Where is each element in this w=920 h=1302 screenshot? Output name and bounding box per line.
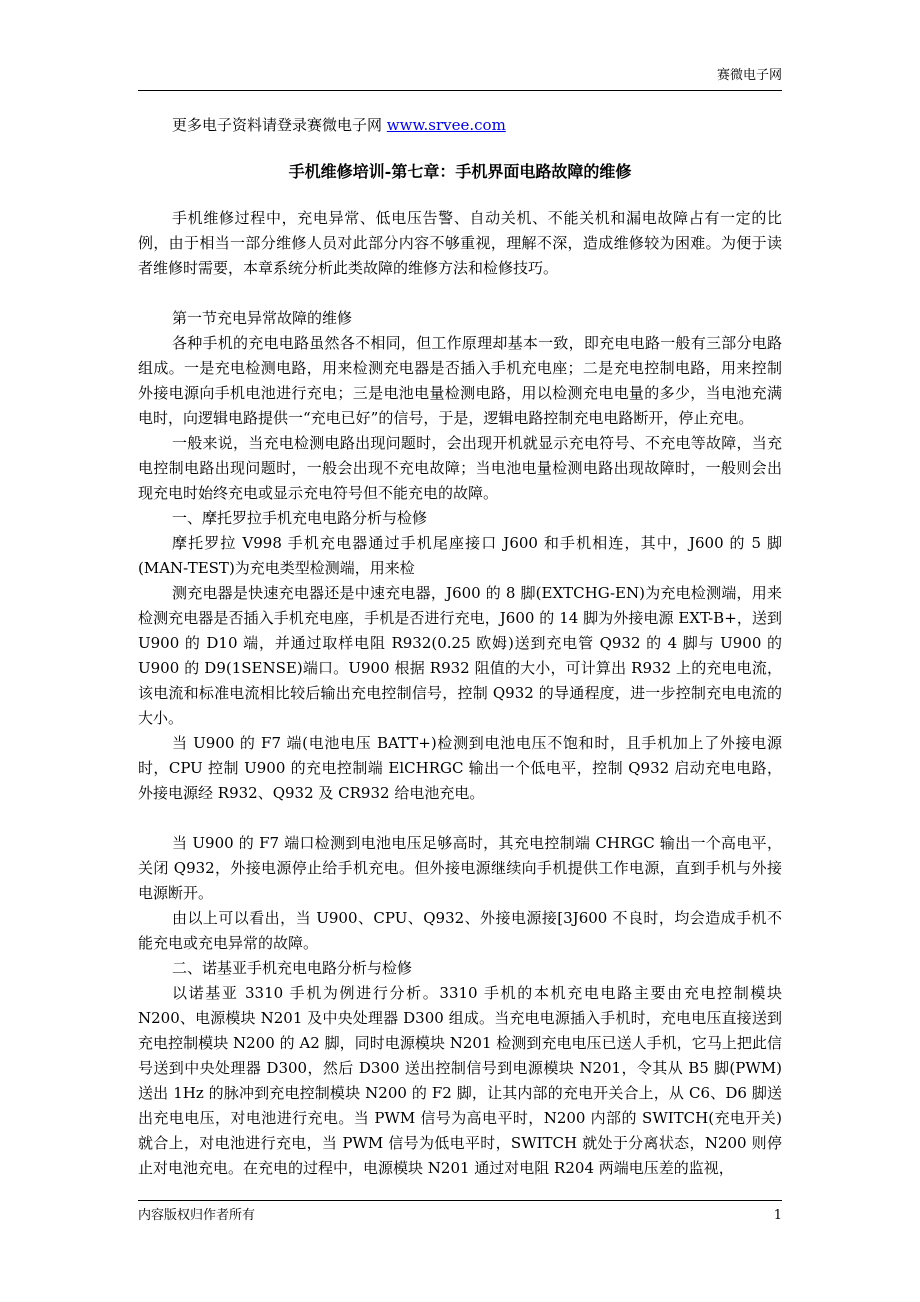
paragraph: 摩托罗拉 V998 手机充电器通过手机尾座接口 J600 和手机相连，其中，J600 的 5 脚(MAN-TEST)为充电类型检测端，用来检 — [138, 534, 782, 577]
paragraph: 各种手机的充电电路虽然各不相同，但工作原理却基本一致，即充电电路一般有三部分电路组成。一是充电检测电路，用来检测充电器是否插入手机充电座；二是充电控制电路，用来控制外接电源向手机电池进行充电；三是电池电量检测电路，用以检测充电电量的多少，当电池充满电时，向逻辑电路提供一“充电已好”的信号，于是，逻辑电路控制充电电路断开，停止充电。 — [138, 334, 782, 427]
paragraph: 手机维修过程中，充电异常、低电压告警、自动关机、不能关机和漏电故障占有一定的比例，由于相当一部分维修人员对此部分内容不够重视，理解不深，造成维修较为困难。为便于读者维修时需要，本章系统分析此类故障的维修方法和检修技巧。 — [138, 209, 782, 277]
paragraph: 当 U900 的 F7 端口检测到电池电压足够高时，其充电控制端 CHRGC 输出一个高电平，关闭 Q932，外接电源停止给手机充电。但外接电源继续向手机提供工作电源，直到手机与外接电源断开。 — [138, 834, 782, 902]
header-site-name: 赛微电子网 — [716, 68, 782, 83]
promo-link[interactable]: www.srvee.com — [386, 116, 506, 134]
footer-divider — [138, 1200, 782, 1201]
paragraph: 一、摩托罗拉手机充电电路分析与检修 — [172, 509, 428, 527]
paragraph: 二、诺基亚手机充电电路分析与检修 — [172, 959, 413, 977]
paragraph: 以诺基亚 3310 手机为例进行分析。3310 手机的本机充电电路主要由充电控制模块 N200、电源模块 N201 及中央处理器 D300 组成。当充电电源插入手机时，充电电压直接送到充电控制模块 N200 的 A2 脚，同时电源模块 N201 检测到充电电压已送人手机，它马上把此信号送到中央处理器 D300，然后 D300 送出控制信号到电源模块 N201，令其从 B5 脚(PWM)送出 1Hz 的脉冲到充电控制模块 N200 的 F2 脚，让其内部的充电开关合上，从 C6、D6 脚送出充电电压，对电池进行充电。当 PWM 信号为高电平时，N200 内部的 SWITCH(充电开关)就合上，对电池进行充电，当 PWM 信号为低电平时，SWITCH 就处于分离状态，N200 则停止对电池充电。在充电的过程中，电源模块 N201 通过对电阻 R204 两端电压差的监视， — [138, 984, 782, 1177]
promo-line — [172, 116, 506, 134]
header-divider — [138, 90, 782, 91]
paragraph: 由以上可以看出，当 U900、CPU、Q932、外接电源接[3J600 不良时，均会造成手机不能充电或充电异常的故障。 — [138, 909, 782, 952]
paragraph: 测充电器是快速充电器还是中速充电器，J600 的 8 脚(EXTCHG-EN)为充电检测端，用来检测充电器是否插入手机充电座，手机是否进行充电，J600 的 14 脚为外接电源 EXT-B+，送到 U900 的 D10 端，并通过取样电阻 R932(0.25 欧姆)送到充电管 Q932 的 4 脚与 U900 的 U900 的 D9(1SENSE)端口。U900 根据 R932 阻值的大小，可计算出 R932 上的充电电流，该电流和标准电流相比较后输出充电控制信号，控制 Q932 的导通程度，进一步控制充电电流的大小。 — [138, 584, 782, 727]
chapter-title: 手机维修培训-第七章：手机界面电路故障的维修 — [288, 162, 632, 181]
body-text — [138, 206, 782, 1181]
paragraph-gap — [138, 281, 782, 306]
paragraph: 第一节充电异常故障的维修 — [172, 309, 353, 327]
paragraph-gap — [138, 806, 782, 831]
promo-text: 更多电子资料请登录赛微电子网 — [172, 116, 387, 134]
page-number: 1 — [773, 1208, 782, 1223]
paragraph: 当 U900 的 F7 端(电池电压 BATT+)检测到电池电压不饱和时，且手机加上了外接电源时，CPU 控制 U900 的充电控制端 ElCHRGC 输出一个低电平，控制 Q932 启动充电电路，外接电源经 R932、Q932 及 CR932 给电池充电。 — [138, 734, 782, 802]
footer-copyright: 内容版权归作者所有 — [138, 1208, 256, 1223]
paragraph: 一般来说，当充电检测电路出现问题时，会出现开机就显示充电符号、不充电等故障，当充电控制电路出现问题时，一般会出现不充电故障；当电池电量检测电路出现故障时，一般则会出现充电时始终充电或显示充电符号但不能充电的故障。 — [138, 434, 782, 502]
